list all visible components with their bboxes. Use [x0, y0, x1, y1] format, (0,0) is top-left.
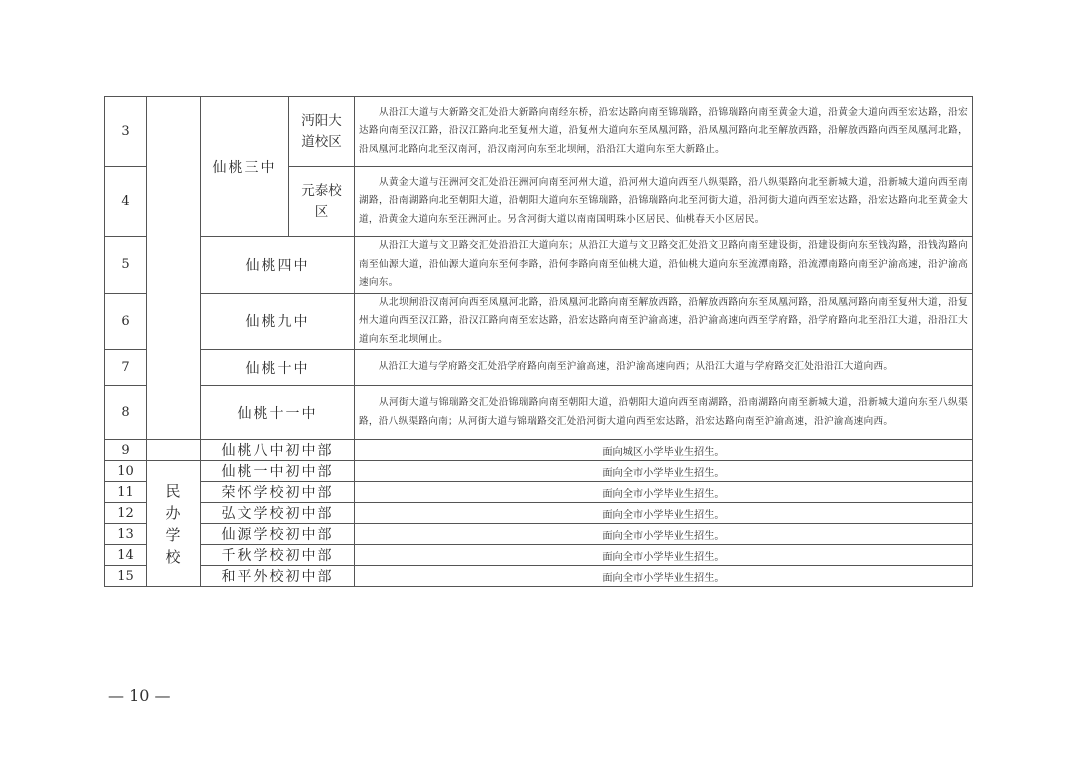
- zone-description: 面向全市小学毕业生招生。: [355, 566, 973, 587]
- table-row: [105, 97, 973, 167]
- school-name: 仙桃八中初中部: [201, 440, 355, 461]
- campus-name: 沔阳大道校区: [289, 97, 355, 167]
- row-number: 5: [105, 237, 147, 294]
- table-row: [105, 461, 973, 482]
- school-name: 荣怀学校初中部: [201, 482, 355, 503]
- row-number: 14: [105, 545, 147, 566]
- zone-description: 从沿江大道与大新路交汇处沿大新路向南经东桥，沿宏达路向南至锦瑞路，沿锦瑞路向南至黄金大道，沿黄金大道向西至宏达路，沿宏达路向南至汉江路，沿汉江路向北至复州大道，沿复州大道向东至凤凰河路，沿凤凰河路向北至解放西路，沿解放西路向西至凤凰河北路，沿凤凰河北路向北至汉南河，沿汉南河向东至北坝闸，沿沿江大道向东至大新路止。: [355, 97, 973, 167]
- row-number: 15: [105, 566, 147, 587]
- table-row: [105, 350, 973, 386]
- category-cell-public-end: [147, 440, 201, 461]
- zone-description: 面向全市小学毕业生招生。: [355, 461, 973, 482]
- row-number: 12: [105, 503, 147, 524]
- zone-description: 面向城区小学毕业生招生。: [355, 440, 973, 461]
- zone-description: 从河街大道与锦瑞路交汇处沿锦瑞路向南至朝阳大道，沿朝阳大道向西至南湖路，沿南湖路向南至新城大道，沿新城大道向东至八纵渠路，沿八纵渠路向南；从河街大道与锦瑞路交汇处沿河街大道向西至宏达路，沿宏达路向南至沪渝高速，沿沪渝高速向西。: [355, 386, 973, 440]
- school-name: 仙桃十一中: [201, 386, 355, 440]
- school-name: 仙桃十中: [201, 350, 355, 386]
- table-row: [105, 524, 973, 545]
- row-number: 9: [105, 440, 147, 461]
- school-name: 仙桃四中: [201, 237, 355, 294]
- table-row: [105, 566, 973, 587]
- school-name: 仙源学校初中部: [201, 524, 355, 545]
- row-number: 13: [105, 524, 147, 545]
- row-number: 10: [105, 461, 147, 482]
- category-private: [147, 461, 201, 587]
- table-row: [105, 482, 973, 503]
- table-row: [105, 545, 973, 566]
- row-number: 6: [105, 293, 147, 350]
- school-name: 千秋学校初中部: [201, 545, 355, 566]
- row-number: 7: [105, 350, 147, 386]
- row-number: 8: [105, 386, 147, 440]
- table-row: [105, 293, 973, 350]
- category-private-label: 民办学校: [165, 481, 183, 566]
- school-name: 弘文学校初中部: [201, 503, 355, 524]
- school-name: 仙桃一中初中部: [201, 461, 355, 482]
- table-row: [105, 386, 973, 440]
- enrollment-zone-table: [104, 96, 973, 587]
- zone-description: 从北坝闸沿汉南河向西至凤凰河北路，沿凤凰河北路向南至解放西路，沿解放西路向东至凤凰河路，沿凤凰河路向南至复州大道，沿复州大道向西至汉江路，沿汉江路向南至宏达路，沿宏达路向南至沪渝高速，沿沪渝高速向西至学府路，沿学府路向北至沿江大道，沿沿江大道向东至北坝闸止。: [355, 293, 973, 350]
- row-number: 4: [105, 167, 147, 237]
- zone-description: 面向全市小学毕业生招生。: [355, 503, 973, 524]
- zone-description: 面向全市小学毕业生招生。: [355, 482, 973, 503]
- zone-description: 面向全市小学毕业生招生。: [355, 524, 973, 545]
- table-row: [105, 440, 973, 461]
- zone-description: 从黄金大道与汪洲河交汇处沿汪洲河向南至河州大道，沿河州大道向西至八纵渠路，沿八纵渠路向北至新城大道，沿新城大道向西至南湖路，沿南湖路向北至朝阳大道，沿朝阳大道向东至锦瑞路，沿锦瑞路向北至河街大道，沿河街大道向西至宏达路，沿宏达路向北至黄金大道，沿黄金大道向东至汪洲河止。另含河街大道以南南国明珠小区居民、仙桃春天小区居民。: [355, 167, 973, 237]
- campus-name: 元泰校区: [289, 167, 355, 237]
- page-number: — 10 —: [108, 686, 171, 705]
- table-row: [105, 237, 973, 294]
- category-cell-public: [147, 97, 201, 440]
- zone-description: 从沿江大道与学府路交汇处沿学府路向南至沪渝高速，沿沪渝高速向西；从沿江大道与学府路交汇处沿沿江大道向西。: [355, 350, 973, 386]
- table-row: [105, 503, 973, 524]
- school-name: 和平外校初中部: [201, 566, 355, 587]
- row-number: 3: [105, 97, 147, 167]
- zone-description: 从沿江大道与文卫路交汇处沿沿江大道向东；从沿江大道与文卫路交汇处沿文卫路向南至建设街，沿建设街向东至钱沟路，沿钱沟路向南至仙源大道，沿仙源大道向东至何李路，沿何李路向南至仙桃大道，沿仙桃大道向东至流潭南路，沿流潭南路向南至沪渝高速，沿沪渝高速向东。: [355, 237, 973, 294]
- zone-description: 面向全市小学毕业生招生。: [355, 545, 973, 566]
- school-name: 仙桃九中: [201, 293, 355, 350]
- school-name: 仙桃三中: [201, 97, 289, 237]
- row-number: 11: [105, 482, 147, 503]
